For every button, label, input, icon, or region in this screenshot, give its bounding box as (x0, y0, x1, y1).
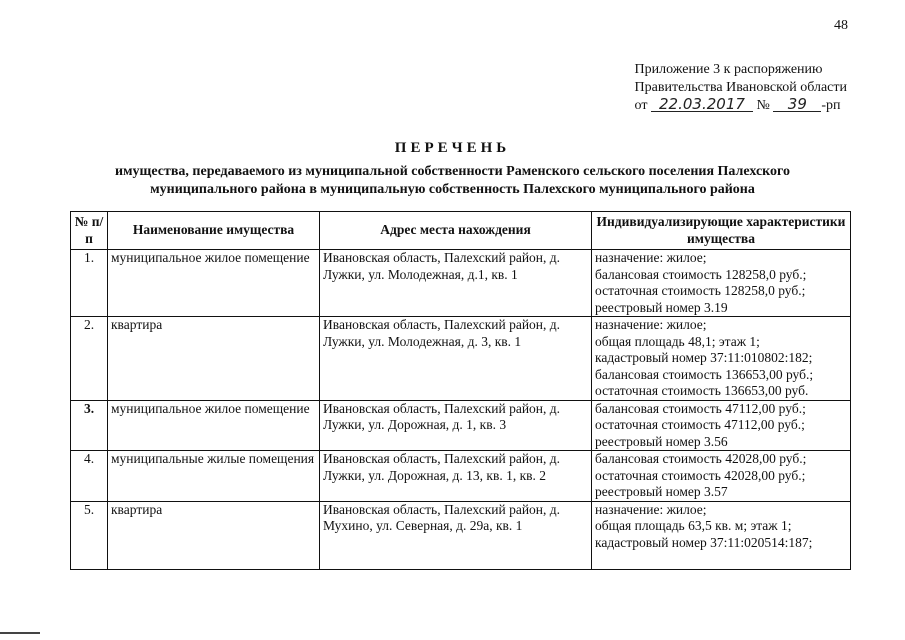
row-address: Ивановская область, Палехский район, д. Лужки, ул. Дорожная, д. 1, кв. 3 (320, 400, 592, 451)
appendix-line-2: Правительства Ивановской области (634, 80, 847, 95)
characteristic-line: остаточная стоимость 42028,00 руб.; (595, 467, 806, 483)
number-label: № (756, 98, 770, 113)
appendix-date-line (635, 97, 847, 115)
page-number: 48 (834, 18, 848, 33)
characteristic-line: остаточная стоимость 47112,00 руб.; (595, 417, 805, 432)
appendix-line-1: Приложение 3 к распоряжению (634, 62, 823, 77)
row-num: 2. (71, 317, 108, 401)
row-characteristics (592, 451, 851, 502)
characteristic-line: балансовая стоимость 42028,00 руб.; (595, 451, 807, 466)
table-header-row (71, 212, 851, 250)
row-name: муниципальные жилые помещения (108, 451, 320, 502)
row-characteristics (592, 317, 851, 401)
row-num: 3. (71, 400, 108, 451)
document-title: ПЕРЕЧЕНЬ (394, 140, 511, 156)
property-table (70, 211, 851, 570)
characteristic-line: кадастровый номер 37:11:020514:187; (595, 534, 813, 550)
characteristic-line: остаточная стоимость 128258,0 руб.; (595, 283, 806, 298)
row-num: 1. (71, 250, 108, 317)
row-name: муниципальное жилое помещение (108, 400, 320, 451)
characteristic-line: остаточная стоимость 136653,00 руб. (595, 383, 809, 398)
table-row (71, 400, 851, 451)
characteristic-line: реестровый номер 3.19 (595, 299, 728, 315)
appendix-header (635, 61, 847, 115)
row-num: 5. (71, 501, 108, 569)
row-address: Ивановская область, Палехский район, д. Лужки, ул. Дорожная, д. 13, кв. 1, кв. 2 (320, 451, 592, 502)
characteristic-line: реестровый номер 3.57 (595, 484, 728, 499)
header-characteristics: Индивидуализирующие характеристики имущества (592, 212, 851, 250)
row-name: квартира (108, 501, 320, 569)
handwritten-number: 39 (773, 97, 821, 112)
characteristic-line: кадастровый номер 37:11:010802:182; (595, 350, 813, 365)
row-name: квартира (108, 317, 320, 401)
characteristic-line: балансовая стоимость 128258,0 руб.; (595, 266, 807, 282)
row-name: муниципальное жилое помещение (108, 250, 320, 317)
characteristic-line: назначение: жилое; (595, 501, 707, 517)
table-row (71, 317, 851, 401)
row-num: 4. (71, 451, 108, 502)
header-address: Адрес места нахождения (320, 212, 592, 250)
row-characteristics (592, 501, 851, 569)
characteristic-line: балансовая стоимость 136653,00 руб.; (595, 366, 814, 382)
characteristic-line: назначение: жилое; (595, 317, 707, 332)
row-address: Ивановская область, Палехский район, д. Лужки, ул. Молодежная, д. 3, кв. 1 (320, 317, 592, 401)
header-num: № п/п (71, 212, 108, 250)
order-suffix: -рп (821, 98, 841, 113)
table-row (71, 250, 851, 317)
characteristic-line: балансовая стоимость 47112,00 руб.; (595, 400, 806, 416)
table-row (71, 451, 851, 502)
document-subtitle: имущества, передаваемого из муниципальной собственности Раменского сельского поселения Палехского муниципального района в муниципальную собственность Палехского муниципального района (114, 164, 791, 197)
row-address: Ивановская область, Палехский район, д. Мухино, ул. Северная, д. 29а, кв. 1 (320, 501, 592, 569)
header-name: Наименование имущества (108, 212, 320, 250)
row-characteristics (592, 400, 851, 451)
characteristic-line: общая площадь 48,1; этаж 1; (595, 333, 760, 349)
from-label: от (634, 98, 648, 113)
handwritten-date: 22.03.2017 (651, 97, 753, 112)
row-characteristics (592, 250, 851, 317)
scan-edge-mark (0, 632, 40, 634)
row-address: Ивановская область, Палехский район, д. Лужки, ул. Молодежная, д.1, кв. 1 (320, 250, 592, 317)
characteristic-line: общая площадь 63,5 кв. м; этаж 1; (595, 518, 792, 533)
characteristic-line: реестровый номер 3.56 (595, 433, 728, 449)
characteristic-line: назначение: жилое; (595, 250, 707, 265)
table-row (71, 501, 851, 569)
